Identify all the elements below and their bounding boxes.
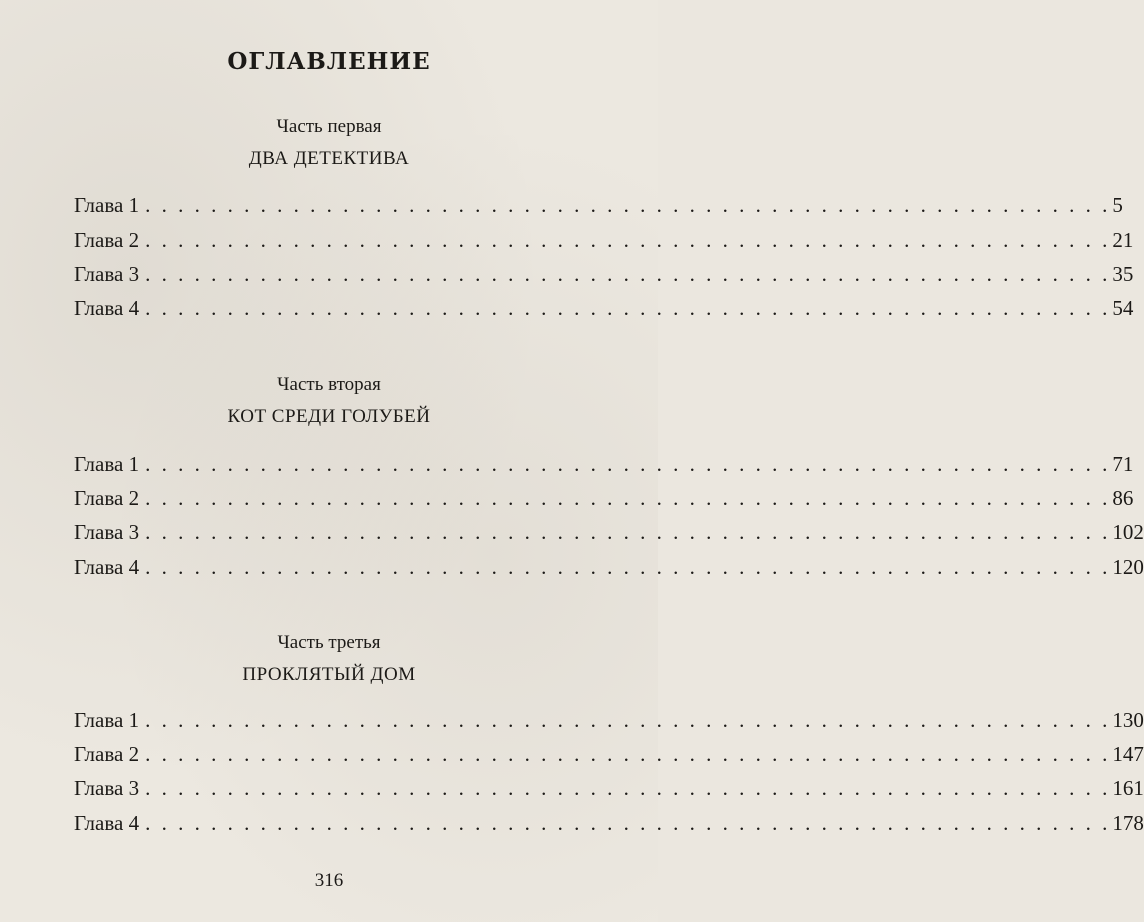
chapter-page: 5 [1112, 193, 1123, 217]
chapter-title: Глава 2 [74, 228, 140, 252]
part-3-label: Часть третья [277, 632, 381, 653]
toc-entry [74, 776, 1144, 806]
chapter-title: Глава 3 [74, 520, 140, 544]
toc-entry [74, 296, 1134, 326]
toc-entry [74, 228, 1134, 258]
chapter-title: Глава 1 [74, 193, 140, 217]
page-number: 316 [314, 870, 344, 891]
chapter-title: Глава 1 [74, 452, 140, 476]
chapter-page: 130 [1112, 708, 1144, 732]
toc-entry [74, 486, 1134, 516]
chapter-page: 161 [1112, 776, 1144, 800]
part-2-label: Часть вторая [277, 374, 381, 395]
toc-entry [74, 452, 1134, 482]
chapter-title: Глава 3 [74, 776, 140, 800]
toc-entry [74, 811, 1144, 841]
part-3-name: ПРОКЛЯТЫЙ ДОМ [242, 664, 416, 685]
toc-entry [74, 193, 1123, 223]
toc-entry [74, 708, 1144, 738]
chapter-page: 102 [1112, 520, 1144, 544]
toc-entry [74, 520, 1144, 550]
chapter-page: 21 [1112, 228, 1134, 252]
part-1-label: Часть первая [276, 116, 382, 137]
dot-leader: . . . . . . . . . . . . . . . . . . . . . . . . . . . . . . . . . . . . . . . . . . . . . . . . . . . . . . . . . . . [145, 811, 1111, 835]
chapter-page: 35 [1112, 262, 1134, 286]
dot-leader: . . . . . . . . . . . . . . . . . . . . . . . . . . . . . . . . . . . . . . . . . . . . . . . . . . . . . . . . . . . [145, 193, 1111, 217]
chapter-title: Глава 3 [74, 262, 140, 286]
dot-leader: . . . . . . . . . . . . . . . . . . . . . . . . . . . . . . . . . . . . . . . . . . . . . . . . . . . . . . . . . . . [145, 452, 1111, 476]
dot-leader: . . . . . . . . . . . . . . . . . . . . . . . . . . . . . . . . . . . . . . . . . . . . . . . . . . . . . . . . . . . [145, 742, 1111, 766]
dot-leader: . . . . . . . . . . . . . . . . . . . . . . . . . . . . . . . . . . . . . . . . . . . . . . . . . . . . . . . . . . . [145, 262, 1111, 286]
toc-entry [74, 742, 1144, 772]
chapter-title: Глава 4 [74, 296, 140, 320]
dot-leader: . . . . . . . . . . . . . . . . . . . . . . . . . . . . . . . . . . . . . . . . . . . . . . . . . . . . . . . . . . . [145, 776, 1111, 800]
toc-entry [74, 555, 1144, 585]
dot-leader: . . . . . . . . . . . . . . . . . . . . . . . . . . . . . . . . . . . . . . . . . . . . . . . . . . . . . . . . . . . [145, 228, 1111, 252]
chapter-page: 120 [1112, 555, 1144, 579]
chapter-title: Глава 1 [74, 708, 140, 732]
chapter-title: Глава 4 [74, 555, 140, 579]
dot-leader: . . . . . . . . . . . . . . . . . . . . . . . . . . . . . . . . . . . . . . . . . . . . . . . . . . . . . . . . . . . [145, 555, 1111, 579]
chapter-title: Глава 4 [74, 811, 140, 835]
part-2-name: КОТ СРЕДИ ГОЛУБЕЙ [227, 406, 431, 427]
chapter-title: Глава 2 [74, 742, 140, 766]
chapter-page: 54 [1112, 296, 1134, 320]
part-1-name: ДВА ДЕТЕКТИВА [248, 148, 410, 169]
chapter-title: Глава 2 [74, 486, 140, 510]
dot-leader: . . . . . . . . . . . . . . . . . . . . . . . . . . . . . . . . . . . . . . . . . . . . . . . . . . . . . . . . . . . [145, 486, 1111, 510]
dot-leader: . . . . . . . . . . . . . . . . . . . . . . . . . . . . . . . . . . . . . . . . . . . . . . . . . . . . . . . . . . . [145, 296, 1111, 320]
dot-leader: . . . . . . . . . . . . . . . . . . . . . . . . . . . . . . . . . . . . . . . . . . . . . . . . . . . . . . . . . . . [145, 520, 1111, 544]
chapter-page: 178 [1112, 811, 1144, 835]
chapter-page: 71 [1112, 452, 1134, 476]
toc-title: ОГЛАВЛЕНИЕ [227, 48, 431, 75]
chapter-page: 86 [1112, 486, 1134, 510]
dot-leader: . . . . . . . . . . . . . . . . . . . . . . . . . . . . . . . . . . . . . . . . . . . . . . . . . . . . . . . . . . . [145, 708, 1111, 732]
chapter-page: 147 [1112, 742, 1144, 766]
toc-entry [74, 262, 1134, 292]
